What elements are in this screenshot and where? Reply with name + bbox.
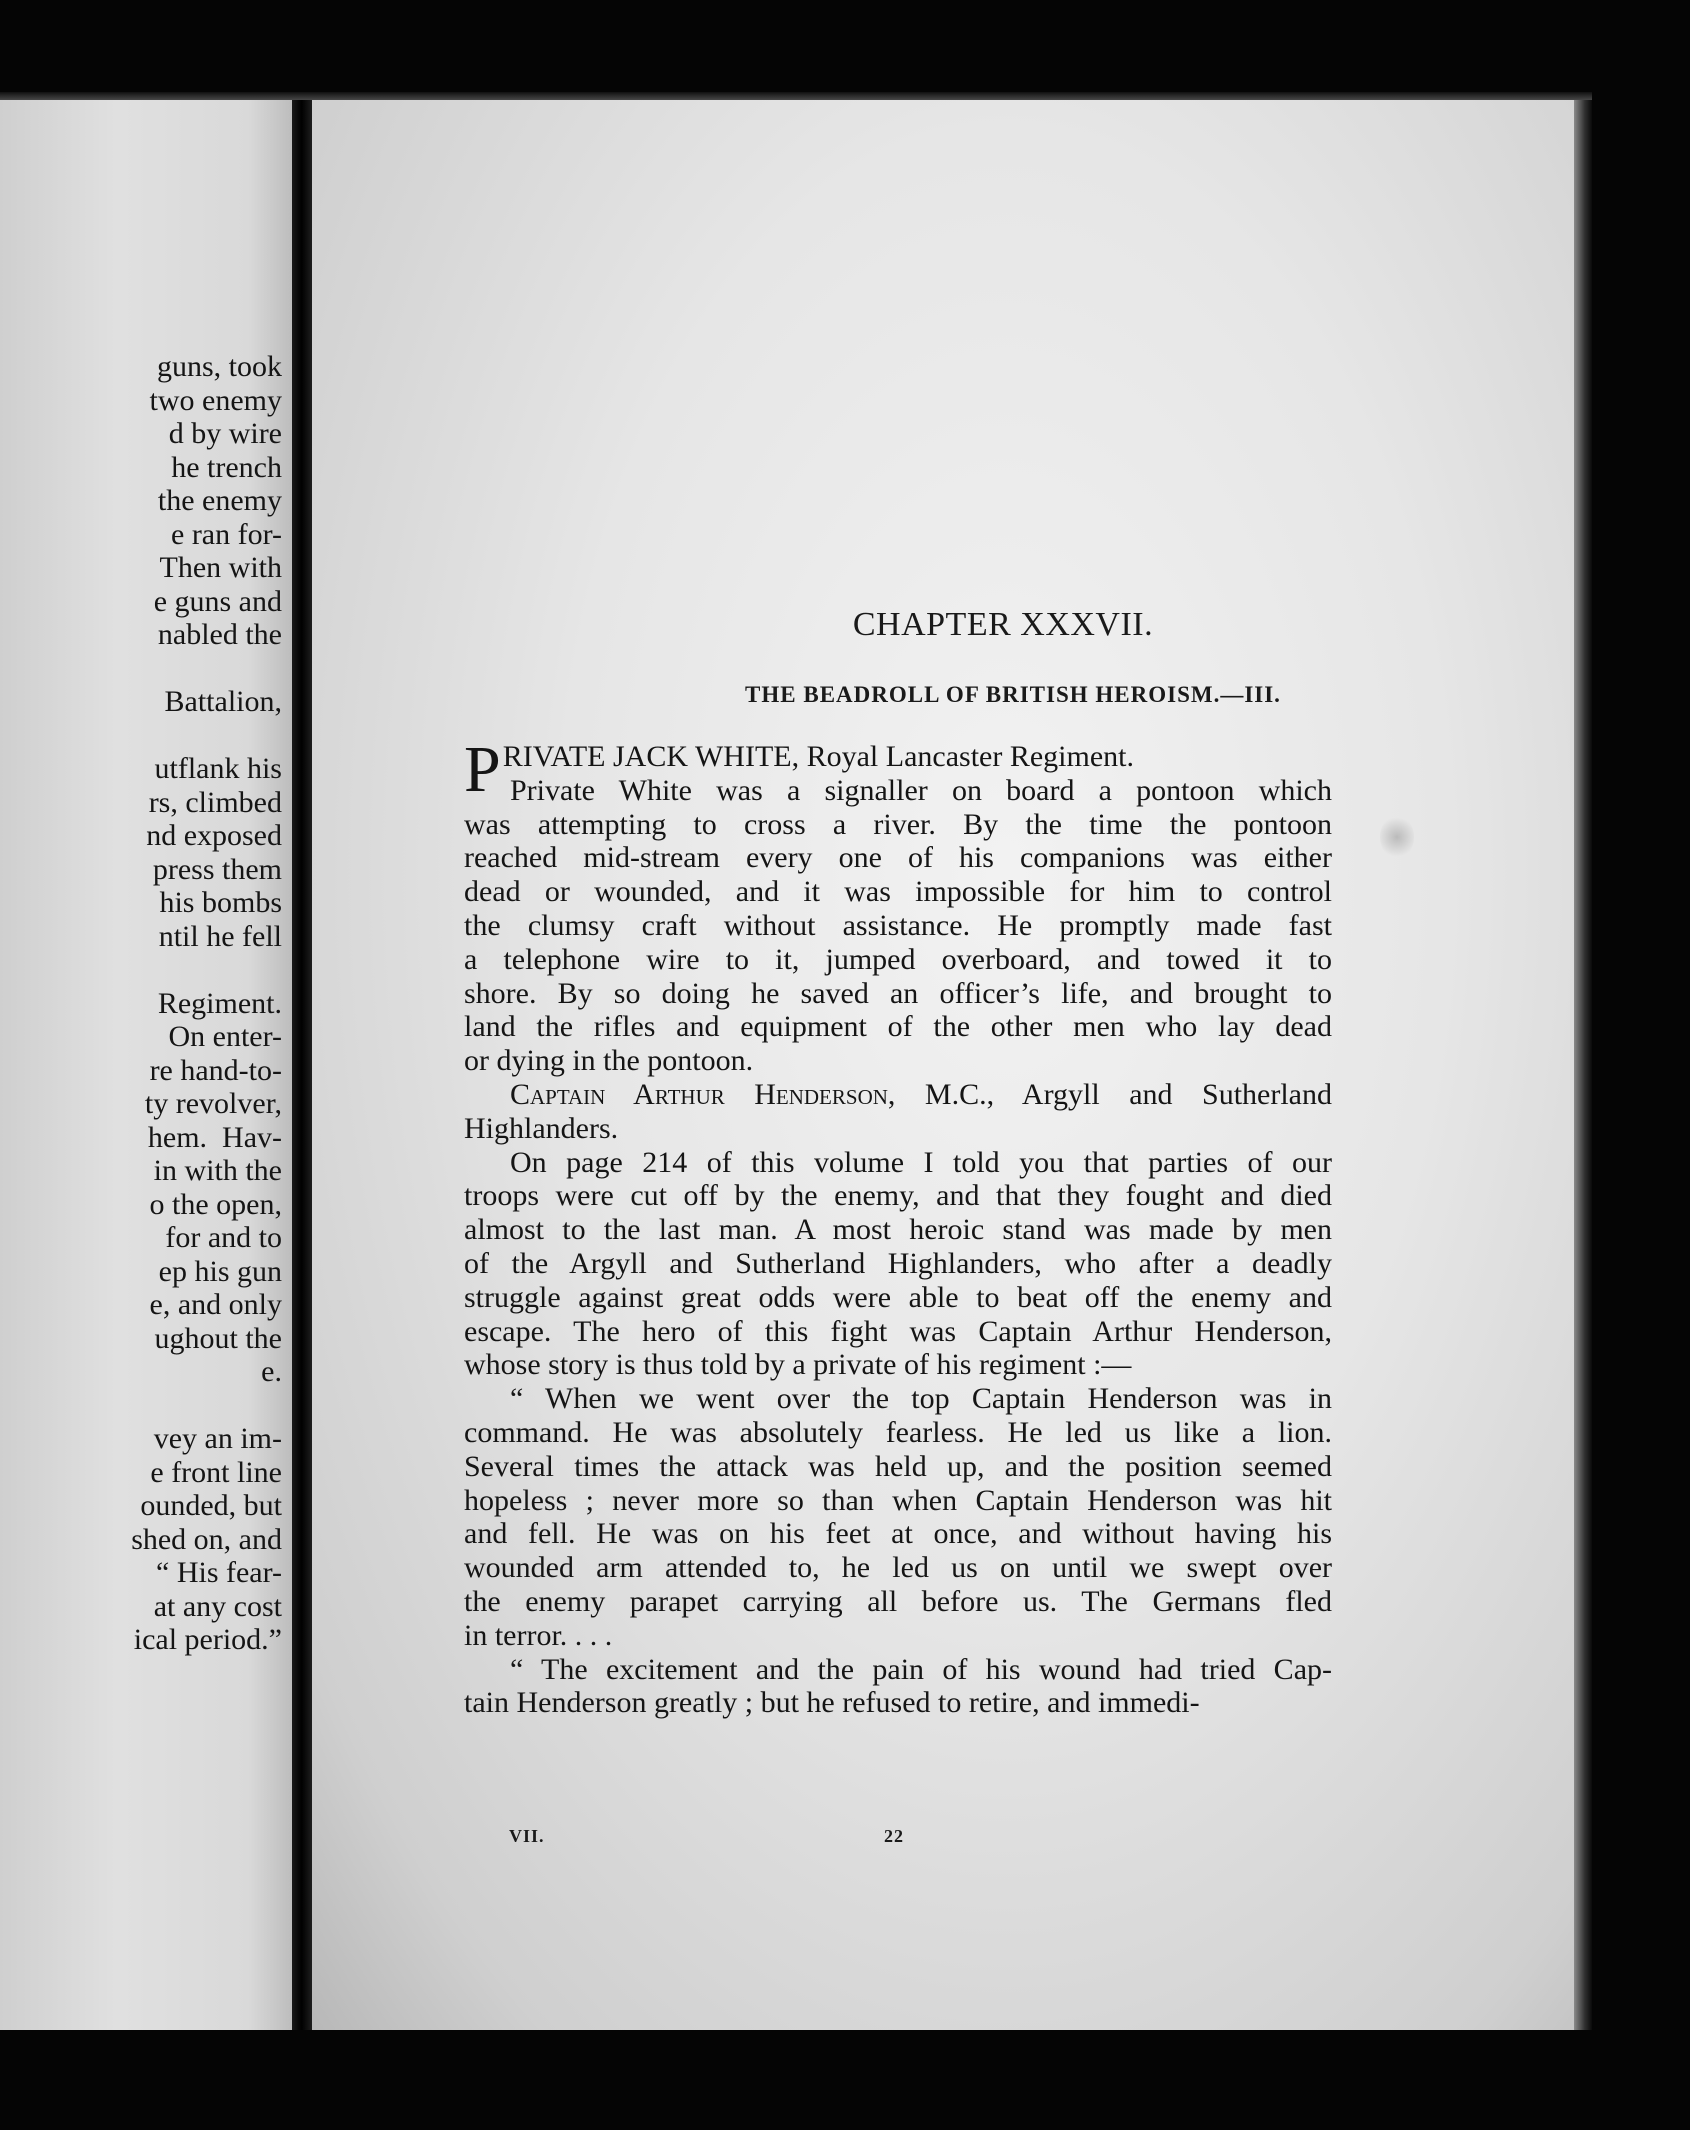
ink-smudge (1380, 815, 1414, 859)
text-line: and fell. He was on his feet at once, and without having his (464, 1517, 1332, 1551)
left-page-line: for and to (165, 1221, 282, 1254)
text-line: escape. The hero of this fight was Captain Arthur Henderson, (464, 1314, 1332, 1348)
page-body (464, 733, 1332, 1720)
left-page-line: nd exposed (146, 819, 282, 852)
left-page-line: ty revolver, (144, 1087, 282, 1120)
left-page-line: On enter- (168, 1020, 282, 1053)
left-page-line: e front line (150, 1455, 282, 1489)
text-line: Several times the attack was held up, and the position seemed (464, 1449, 1332, 1483)
left-page-line: at any cost (153, 1589, 282, 1623)
left-page-line: Battalion, (164, 685, 282, 718)
left-page-line: guns, took (156, 350, 282, 383)
text-line: Private White was a signaller on board a pontoon which (510, 773, 1332, 807)
first-line-text: RIVATE JACK WHITE, Royal Lancaster Regiment. (502, 740, 1134, 773)
text-line: “ When we went over the top Captain Henderson was in (510, 1382, 1332, 1416)
left-page-line: e, and only (149, 1288, 282, 1321)
left-page-line: ical period.” (133, 1623, 282, 1656)
drop-cap: P (464, 733, 501, 806)
left-page-line (0, 1389, 282, 1423)
text-line: hopeless ; never more so than when Captain Henderson was hit (464, 1483, 1332, 1517)
folio-number: 22 (884, 1826, 904, 1846)
text-line: troops were cut off by the enemy, and that they fought and died (464, 1179, 1332, 1213)
henderson-regiment: , M.C., Argyll and Sutherland (887, 1077, 1332, 1111)
left-page-line: Then with (159, 551, 282, 584)
right-page (312, 100, 1574, 2030)
text-line: whose story is thus told by a private of his regiment :— (464, 1348, 1132, 1382)
left-page-line: rs, climbed (148, 785, 282, 819)
left-page-line: e ran for- (171, 517, 282, 551)
left-page-line: o the open, (149, 1187, 282, 1221)
text-line: or dying in the pontoon. (464, 1044, 754, 1078)
left-page-line: d by wire (168, 417, 282, 450)
left-page-line: e. (261, 1355, 282, 1388)
left-page-line: vey an im- (153, 1422, 282, 1455)
left-page-line: shed on, and (131, 1522, 282, 1556)
left-page-line: utflank his (154, 752, 282, 785)
left-page-line (0, 953, 282, 987)
henderson-name: Captain Arthur Henderson (510, 1077, 888, 1111)
left-page-line: Regiment. (157, 986, 282, 1020)
text-line: in terror. . . . (464, 1618, 613, 1652)
paragraph-intro (464, 1146, 1332, 1383)
left-page-line: “ His fear- (156, 1556, 282, 1589)
left-page-line (0, 652, 282, 686)
paragraph-white (464, 774, 1332, 1078)
paragraph-quote-2 (464, 1653, 1332, 1721)
text-line: almost to the last man. A most heroic stand was made by men (464, 1213, 1332, 1247)
text-line: On page 214 of this volume I told you that parties of our (510, 1145, 1332, 1179)
left-page-line (0, 719, 282, 753)
henderson-heading-line-2: Highlanders. (464, 1111, 619, 1145)
text-line: reached mid-stream every one of his companions was either (464, 841, 1332, 875)
left-page-line: ep his gun (158, 1254, 282, 1288)
text-line: the clumsy craft without assistance. He promptly made fast (464, 908, 1332, 942)
left-page-line: ughout the (154, 1321, 282, 1355)
text-line: the enemy parapet carrying all before us. The Germans fled (464, 1584, 1332, 1618)
henderson-heading-line (464, 1078, 1332, 1112)
left-page-line: nabled the (157, 618, 282, 651)
text-line: was attempting to cross a river. By the time the pontoon (464, 807, 1332, 841)
text-line: of the Argyll and Sutherland Highlanders, who after a deadly (464, 1246, 1332, 1280)
left-page-line: ntil he fell (158, 919, 282, 953)
text-line: land the rifles and equipment of the other men who lay dead (464, 1010, 1332, 1044)
text-line: struggle against great odds were able to beat off the enemy and (464, 1280, 1332, 1314)
text-line: tain Henderson greatly ; but he refused to retire, and immedi- (464, 1686, 1200, 1720)
left-page-fragment (0, 100, 292, 2030)
left-page-text (0, 350, 282, 1657)
text-line: wounded arm attended to, he led us on until we swept over (464, 1551, 1332, 1585)
left-page-line: the enemy (157, 484, 282, 517)
chapter-heading: CHAPTER XXXVII. (852, 606, 1154, 643)
left-page-line: two enemy (149, 383, 282, 417)
left-page-line: his bombs (159, 886, 282, 919)
text-line: a telephone wire to it, jumped overboard, and towed it to (464, 942, 1332, 976)
paragraph-quote-1 (464, 1382, 1332, 1652)
left-page-line: ounded, but (140, 1489, 282, 1522)
left-page-line: re hand-to- (149, 1053, 282, 1087)
left-page-line: press them (152, 852, 282, 886)
left-page-line: hem. Hav- (147, 1120, 282, 1154)
left-page-line: in with the (153, 1154, 282, 1187)
text-line: shore. By so doing he saved an officer’s life, and brought to (464, 976, 1332, 1010)
left-page-line: e guns and (153, 584, 282, 618)
text-line: command. He was absolutely fearless. He led us like a lion. (464, 1415, 1332, 1449)
signature-mark: VII. (509, 1826, 545, 1846)
chapter-subtitle: THE BEADROLL OF BRITISH HEROISM.—III. (745, 682, 1281, 707)
text-line: “ The excitement and the pain of his wound had tried Cap- (510, 1652, 1332, 1686)
text-line: dead or wounded, and it was impossible for him to control (464, 875, 1332, 909)
left-page-line: he trench (171, 450, 282, 484)
right-page-edge (1574, 100, 1592, 2030)
